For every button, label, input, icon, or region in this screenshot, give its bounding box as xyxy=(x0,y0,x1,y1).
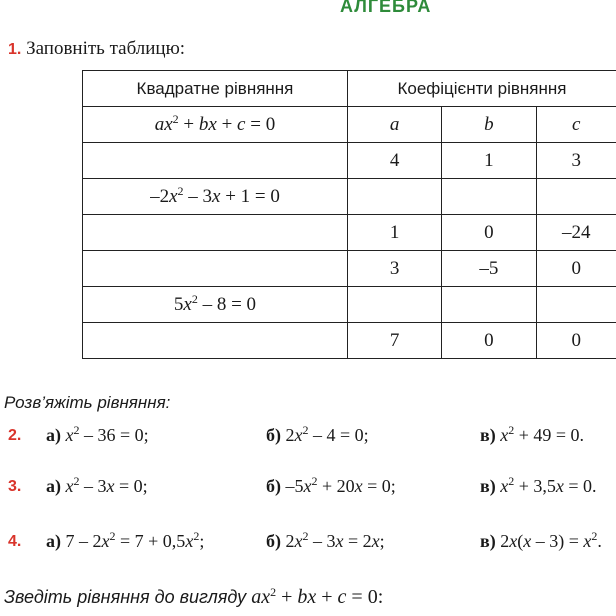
task-number: 3. xyxy=(8,478,22,495)
task-number: 2. xyxy=(8,427,22,444)
coefficient-a-cell: 7 xyxy=(347,323,441,359)
task-number: 4. xyxy=(8,533,22,550)
coefficient-b-cell xyxy=(442,287,536,323)
equation-cell xyxy=(83,251,348,287)
item-expression: $2x(x - 3) = x^2$. xyxy=(500,529,602,551)
item-expression: $x^2 - 3x = 0$; xyxy=(65,474,148,496)
item-expression: $-5x^2 + 20x = 0$; xyxy=(285,474,396,496)
equation-cell xyxy=(83,323,348,359)
section-title: Розв’яжіть рівняння: xyxy=(4,393,171,412)
item-expression: $x^2 + 3,5x = 0$. xyxy=(500,474,597,496)
task-row xyxy=(8,476,616,504)
item-label: а) xyxy=(46,531,61,551)
equation-item xyxy=(266,476,396,497)
coefficients-table xyxy=(82,70,616,359)
equation-item xyxy=(46,531,204,552)
footer-lead: Зведіть рівняння до вигляду xyxy=(4,587,247,607)
item-label: в) xyxy=(480,531,496,551)
task-row xyxy=(8,425,616,453)
coefficient-a-cell: 1 xyxy=(347,215,441,251)
coefficient-b-cell xyxy=(442,179,536,215)
equation-item xyxy=(46,425,149,446)
coefficient-c-cell: 0 xyxy=(536,323,616,359)
item-label: б) xyxy=(266,531,281,551)
equation-cell xyxy=(83,215,348,251)
coefficient-a-cell: 4 xyxy=(347,143,441,179)
equation-cell: $5x^2 - 8 = 0$ xyxy=(83,287,348,323)
equation-cell xyxy=(83,143,348,179)
coefficient-a-cell xyxy=(347,287,441,323)
coefficient-b-cell: b xyxy=(442,107,536,143)
item-label: б) xyxy=(266,476,281,496)
item-expression: $7 - 2x^2 = 7 + 0,5x^2$; xyxy=(65,529,205,551)
table-row xyxy=(83,179,616,215)
table-row xyxy=(83,287,616,323)
coefficient-c-cell: c xyxy=(536,107,616,143)
item-label: б) xyxy=(266,425,281,445)
coefficient-c-cell xyxy=(536,179,616,215)
coefficient-b-cell: 0 xyxy=(442,215,536,251)
coefficient-a-cell: 3 xyxy=(347,251,441,287)
item-label: а) xyxy=(46,476,61,496)
coefficient-c-cell xyxy=(536,287,616,323)
coefficient-b-cell: –5 xyxy=(442,251,536,287)
coefficient-b-cell: 1 xyxy=(442,143,536,179)
equation-item xyxy=(480,476,597,497)
equation-item xyxy=(266,425,369,446)
task-1-number: 1. xyxy=(8,41,22,58)
coefficient-a-cell xyxy=(347,179,441,215)
coefficient-c-cell: 0 xyxy=(536,251,616,287)
item-label: а) xyxy=(46,425,61,445)
task-1-text: Заповніть таблицю: xyxy=(26,38,186,59)
coefficient-c-cell: 3 xyxy=(536,143,616,179)
page-header-title: АЛГЕБРА xyxy=(340,0,432,16)
task-row xyxy=(8,531,616,559)
equation-cell: $-2x^2 - 3x + 1 = 0$ xyxy=(83,179,348,215)
table-header-row xyxy=(83,71,616,107)
equation-item xyxy=(266,531,385,552)
item-label: в) xyxy=(480,425,496,445)
table-row xyxy=(83,251,616,287)
item-expression: $x^2 + 49 = 0$. xyxy=(500,423,585,445)
coefficient-b-cell: 0 xyxy=(442,323,536,359)
item-label: в) xyxy=(480,476,496,496)
header-coefficients: Коефіцієнти рівняння xyxy=(347,71,616,107)
item-expression: $x^2 - 36 = 0$; xyxy=(65,423,149,445)
footer-instruction xyxy=(4,586,383,609)
task-1-heading xyxy=(8,38,185,60)
table-row xyxy=(83,215,616,251)
equation-item xyxy=(480,425,584,446)
table-row xyxy=(83,143,616,179)
equation-item xyxy=(480,531,602,552)
equation-item xyxy=(46,476,148,497)
table-row xyxy=(83,323,616,359)
equation-cell: $ax^2$ + bx + c = 0 xyxy=(83,107,348,143)
coefficient-c-cell: –24 xyxy=(536,215,616,251)
item-expression: $2x^2 - 4 = 0$; xyxy=(285,423,369,445)
header-equation: Квадратне рівняння xyxy=(83,71,348,107)
coefficient-a-cell: a xyxy=(347,107,441,143)
table-row xyxy=(83,107,616,143)
item-expression: $2x^2 - 3x = 2x$; xyxy=(285,529,385,551)
footer-formula: $ax^2$ + bx + c = 0: xyxy=(251,585,384,608)
